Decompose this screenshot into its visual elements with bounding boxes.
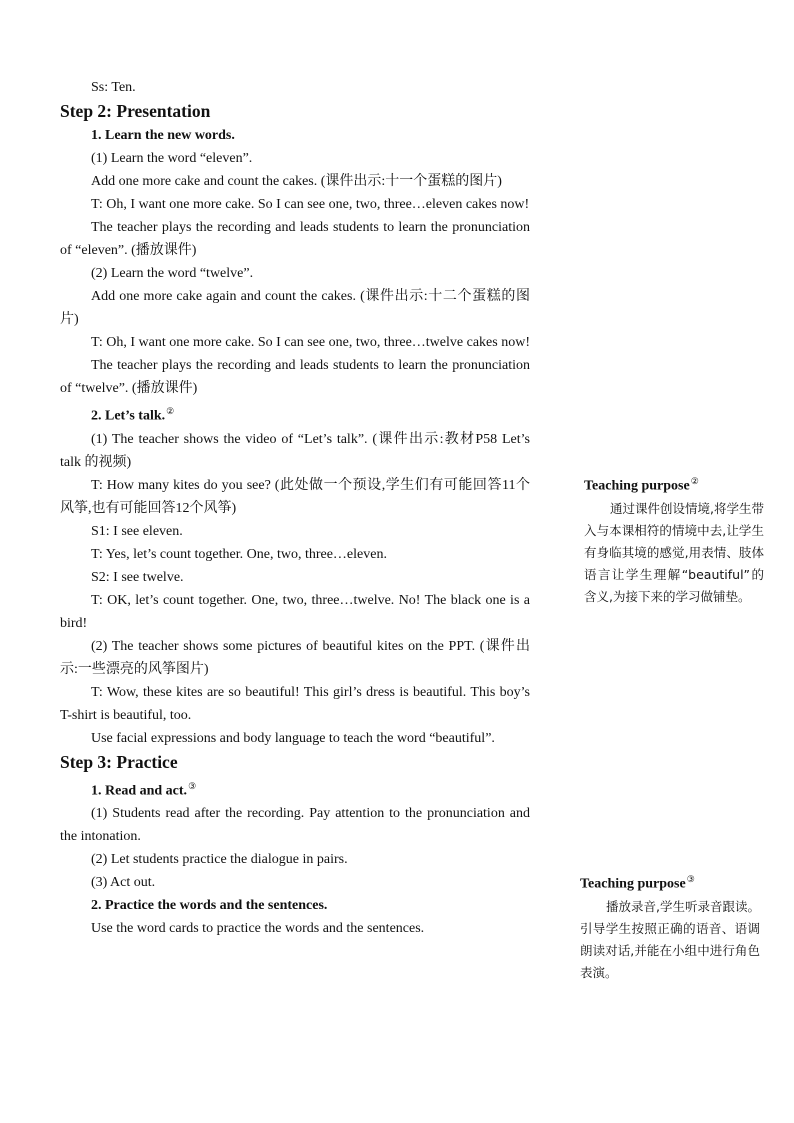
teaching-purpose-title-label: Teaching purpose (584, 478, 690, 494)
dialogue-line: S1: I see eleven. (91, 523, 183, 539)
paragraph: The teacher plays the recording and leads students to learn the pronunciation of “twelve”. (播放课件) (60, 358, 530, 396)
dialogue-line: T: Oh, I want one more cake. So I can see one, two, three…eleven cakes now! (91, 197, 530, 212)
paragraph: (2) The teacher shows some pictures of beautiful kites on the PPT. (课件出示:一些漂亮的风筝图片) (60, 638, 530, 677)
step2-heading: Step 2: Presentation (60, 101, 211, 121)
paragraph: (1) The teacher shows the video of “Let’s talk”. (课件出示:教材P58 Let’s talk 的视频) (60, 431, 530, 470)
section-read-and-act (60, 775, 530, 803)
section-lets-talk (60, 400, 530, 428)
paragraph: Use facial expressions and body language to teach the word “beautiful”. (91, 730, 495, 746)
dialogue-line: S2: I see twelve. (91, 569, 184, 585)
paragraph: (2) Learn the word “twelve”. (91, 266, 254, 281)
dialogue-line: T: Oh, I want one more cake. So I can see one, two, three…twelve cakes now! (91, 335, 530, 350)
step3-heading: Step 3: Practice (60, 751, 178, 772)
footnote-marker: ③ (686, 874, 695, 884)
footnote-marker: ③ (188, 780, 197, 791)
paragraph: Use the word cards to practice the words and the sentences. (91, 921, 425, 937)
dialogue-line: T: Wow, these kites are so beautiful! This girl’s dress is beautiful. This boy’s T-shirt is beautiful, too. (60, 684, 530, 723)
paragraph: (1) Learn the word “eleven”. (91, 151, 253, 166)
paragraph: (3) Act out. (91, 875, 156, 891)
teaching-purpose-title (584, 470, 764, 498)
teaching-purpose-title (580, 868, 760, 896)
paragraph: (1) Students read after the recording. Pay attention to the pronunciation and the intonation. (60, 806, 530, 845)
teaching-purpose-note-2 (584, 470, 764, 608)
section-lets-talk-label: 2. Let’s talk. (91, 408, 166, 424)
dialogue-line: Ss: Ten. (91, 80, 136, 95)
dialogue-line: T: How many kites do you see? (此处做一个预设,学生们有可能回答11个风筝,也有可能回答12个风筝) (60, 477, 530, 516)
teaching-purpose-text: 播放录音,学生听录音跟读。引导学生按照正确的语音、语调朗读对话,并能在小组中进行角色表演。 (580, 898, 760, 980)
footnote-marker: ② (690, 476, 699, 486)
section-practice-words: 2. Practice the words and the sentences. (91, 898, 328, 914)
footnote-marker: ② (166, 406, 175, 416)
section-read-and-act-label: 1. Read and act. (91, 783, 188, 799)
section-learn-new-words: 1. Learn the new words. (91, 128, 235, 143)
teaching-purpose-text: 通过课件创设情境,将学生带入与本课相符的情境中去,让学生有身临其境的感觉,用表情、肢体语言让学生理解“beautiful”的含义,为接下来的学习做铺垫。 (584, 500, 764, 604)
paragraph: The teacher plays the recording and leads students to learn the pronunciation of “eleven”. (播放课件) (60, 220, 530, 258)
paragraph: Add one more cake and count the cakes. (课件出示:十一个蛋糕的图片) (91, 174, 502, 189)
teaching-purpose-title-label: Teaching purpose (580, 876, 686, 892)
paragraph: (2) Let students practice the dialogue in pairs. (91, 852, 348, 868)
teaching-purpose-note-3 (580, 868, 760, 984)
dialogue-line: T: Yes, let’s count together. One, two, three…eleven. (91, 546, 387, 562)
lesson-plan-main-column (60, 76, 530, 940)
dialogue-line: T: OK, let’s count together. One, two, three…twelve. No! The black one is a bird! (60, 592, 530, 631)
paragraph: Add one more cake again and count the cakes. (课件出示:十二个蛋糕的图片) (60, 289, 530, 327)
